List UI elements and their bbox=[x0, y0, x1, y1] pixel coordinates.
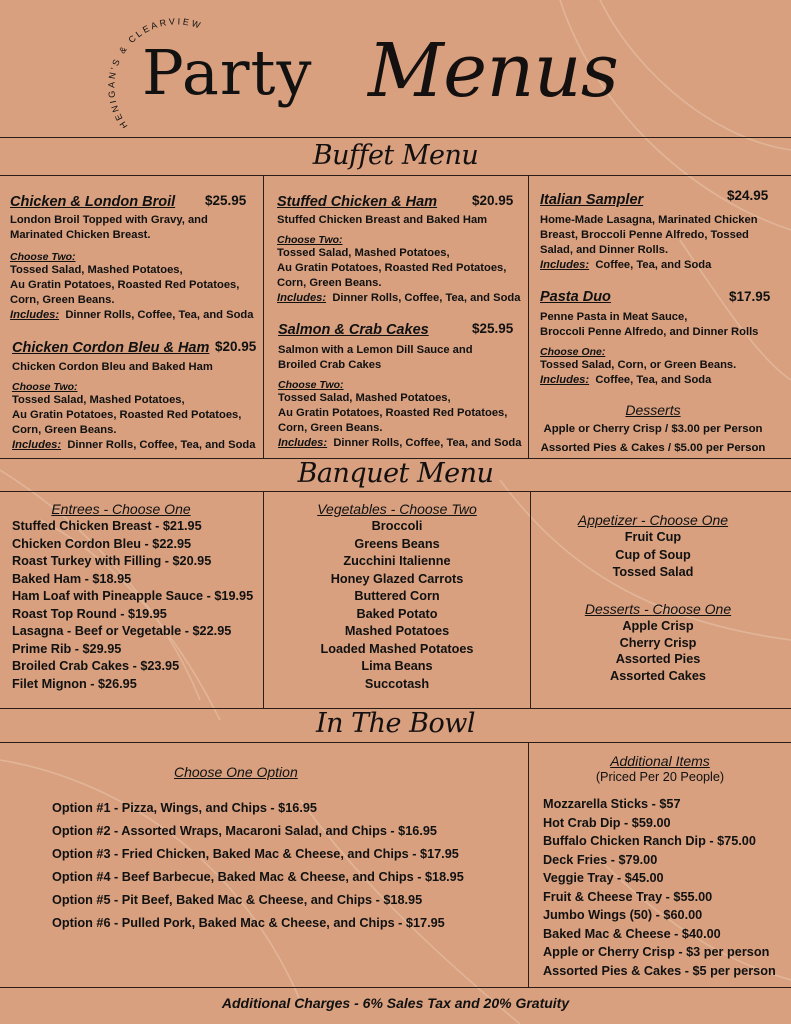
divider bbox=[0, 987, 791, 988]
additional-item: Baked Mac & Cheese - $40.00 bbox=[543, 926, 721, 941]
item-desc-line: Stuffed Chicken Breast and Baked Ham bbox=[277, 214, 488, 226]
additional-items-list bbox=[543, 795, 789, 980]
additional-item: Buffalo Chicken Ranch Dip - $75.00 bbox=[543, 834, 756, 848]
vegetable-item: Lima Beans bbox=[361, 659, 433, 673]
dessert-item: Assorted Pies bbox=[615, 652, 701, 666]
choose-line: Corn, Green Beans. bbox=[10, 294, 115, 306]
bowl-option: Option #4 - Beef Barbecue, Baked Mac & Cheese, and Chips - $18.95 bbox=[52, 870, 464, 884]
column-divider bbox=[528, 175, 529, 458]
bowl-option: Option #5 - Pit Beef, Baked Mac & Cheese, and Chips - $18.95 bbox=[52, 893, 423, 907]
entrees-heading: Entrees - Choose One bbox=[51, 501, 191, 517]
entree-item: Prime Rib - $29.95 bbox=[12, 641, 122, 656]
item-desc-line: Salad, and Dinner Rolls. bbox=[540, 244, 669, 256]
additional-subheading: (Priced Per 20 People) bbox=[595, 770, 725, 784]
column-divider bbox=[263, 175, 264, 458]
additional-item: Hot Crab Dip - $59.00 bbox=[543, 815, 671, 830]
includes-text: Dinner Rolls, Coffee, Tea, and Soda bbox=[332, 292, 521, 304]
choose-line: Au Gratin Potatoes, Roasted Red Potatoes, bbox=[12, 409, 242, 421]
choose-label: Choose Two: bbox=[277, 234, 343, 246]
choose-label: Choose One: bbox=[540, 346, 606, 358]
choose-line: Au Gratin Potatoes, Roasted Red Potatoes, bbox=[278, 407, 508, 419]
includes-text: Dinner Rolls, Coffee, Tea, and Soda bbox=[67, 439, 256, 451]
item-price: $20.95 bbox=[472, 193, 514, 208]
item-desc-line: Salmon with a Lemon Dill Sauce and bbox=[278, 344, 473, 356]
desserts-heading: Desserts bbox=[625, 402, 681, 418]
bowl-option: Option #1 - Pizza, Wings, and Chips - $16.95 bbox=[52, 801, 317, 815]
vegetable-item: Greens Beans bbox=[354, 536, 440, 551]
item-name: Italian Sampler bbox=[540, 192, 644, 208]
includes-label: Includes: bbox=[10, 309, 60, 321]
additional-item: Mozzarella Sticks - $57 bbox=[543, 797, 681, 811]
vegetable-item: Loaded Mashed Potatoes bbox=[320, 641, 474, 656]
additional-item: Jumbo Wings (50) - $60.00 bbox=[543, 908, 703, 922]
entree-item: Roast Turkey with Filling - $20.95 bbox=[12, 554, 212, 568]
item-price: $20.95 bbox=[215, 339, 257, 354]
choose-line: Tossed Salad, Mashed Potatoes, bbox=[278, 392, 451, 404]
additional-item: Apple or Cherry Crisp - $3 per person bbox=[543, 945, 770, 959]
item-price: $25.95 bbox=[205, 193, 247, 208]
dessert-line: Assorted Pies & Cakes / $5.00 per Person bbox=[540, 442, 766, 454]
entree-item: Roast Top Round - $19.95 bbox=[12, 606, 167, 621]
choose-label: Choose Two: bbox=[10, 251, 76, 263]
item-price: $17.95 bbox=[729, 289, 771, 304]
desserts-heading: Desserts - Choose One bbox=[584, 601, 732, 617]
includes-label: Includes: bbox=[278, 437, 328, 449]
entree-item: Broiled Crab Cakes - $23.95 bbox=[12, 659, 180, 673]
vegetable-item: Honey Glazed Carrots bbox=[330, 571, 464, 586]
vegetable-item: Zucchini Italienne bbox=[343, 554, 451, 568]
choose-line: Au Gratin Potatoes, Roasted Red Potatoes, bbox=[277, 262, 507, 274]
item-price: $25.95 bbox=[472, 321, 514, 336]
banquet-section-title: Banquet Menu bbox=[297, 458, 494, 489]
buffet-item bbox=[277, 193, 525, 306]
appetizer-item: Fruit Cup bbox=[624, 530, 682, 544]
vegetables-heading: Vegetables - Choose Two bbox=[317, 501, 477, 517]
additional-items-header bbox=[529, 753, 791, 784]
item-name: Pasta Duo bbox=[540, 289, 611, 305]
item-desc-line: Broiled Crab Cakes bbox=[278, 359, 382, 371]
dessert-line: Apple or Cherry Crisp / $3.00 per Person bbox=[543, 423, 763, 435]
vegetable-item: Succotash bbox=[364, 676, 430, 691]
choose-line: Tossed Salad, Corn, or Green Beans. bbox=[540, 359, 737, 371]
appetizer-heading: Appetizer - Choose One bbox=[577, 512, 729, 528]
divider bbox=[0, 137, 791, 138]
item-name: Chicken & London Broil bbox=[10, 194, 176, 210]
choose-line: Corn, Green Beans. bbox=[278, 422, 383, 434]
bowl-section-title: In The Bowl bbox=[316, 708, 475, 739]
buffet-item bbox=[10, 193, 260, 323]
vegetable-item: Buttered Corn bbox=[354, 589, 440, 603]
buffet-item bbox=[540, 288, 785, 388]
entree-item: Baked Ham - $18.95 bbox=[12, 571, 132, 586]
entree-item: Lasagna - Beef or Vegetable - $22.95 bbox=[12, 624, 232, 638]
vegetable-item: Mashed Potatoes bbox=[344, 624, 450, 638]
bowl-option: Option #3 - Fried Chicken, Baked Mac & Cheese, and Chips - $17.95 bbox=[52, 847, 459, 861]
vegetable-item: Baked Potato bbox=[356, 606, 438, 621]
includes-label: Includes: bbox=[277, 292, 327, 304]
buffet-desserts bbox=[530, 402, 776, 458]
banquet-vegetables bbox=[264, 501, 530, 693]
appetizer-item: Cup of Soup bbox=[615, 547, 691, 562]
choose-line: Corn, Green Beans. bbox=[277, 277, 382, 289]
choose-line: Tossed Salad, Mashed Potatoes, bbox=[277, 247, 450, 259]
entree-item: Chicken Cordon Bleu - $22.95 bbox=[12, 536, 192, 551]
choose-label: Choose Two: bbox=[278, 379, 344, 391]
banquet-entrees bbox=[12, 501, 262, 693]
item-desc-line: Chicken Cordon Bleu and Baked Ham bbox=[12, 361, 213, 373]
bowl-option: Option #6 - Pulled Pork, Baked Mac & Cheese, and Chips - $17.95 bbox=[52, 916, 445, 930]
vegetable-item: Broccoli bbox=[371, 519, 423, 533]
additional-heading: Additional Items bbox=[610, 753, 710, 769]
entree-item: Ham Loaf with Pineapple Sauce - $19.95 bbox=[12, 589, 254, 603]
includes-label: Includes: bbox=[540, 259, 590, 271]
item-desc-line: London Broil Topped with Gravy, and bbox=[10, 214, 208, 226]
item-desc-line: Breast, Broccoli Penne Alfredo, Tossed bbox=[540, 229, 749, 241]
choose-label: Choose Two: bbox=[12, 381, 78, 393]
entree-item: Filet Mignon - $26.95 bbox=[12, 676, 137, 691]
appetizer-item: Tossed Salad bbox=[612, 565, 694, 579]
buffet-item bbox=[540, 188, 785, 273]
entree-item: Stuffed Chicken Breast - $21.95 bbox=[12, 519, 202, 533]
bowl-options bbox=[52, 797, 522, 935]
item-price: $24.95 bbox=[727, 188, 769, 203]
banquet-desserts bbox=[531, 601, 785, 684]
additional-item: Fruit & Cheese Tray - $55.00 bbox=[543, 889, 713, 904]
buffet-section-title: Buffet Menu bbox=[312, 140, 479, 171]
title-menus: Menus bbox=[368, 28, 619, 114]
item-desc-line: Broccoli Penne Alfredo, and Dinner Rolls bbox=[540, 326, 759, 338]
includes-text: Dinner Rolls, Coffee, Tea, and Soda bbox=[333, 437, 522, 449]
entrees-list bbox=[12, 518, 262, 693]
item-name: Chicken Cordon Bleu & Ham bbox=[12, 340, 210, 356]
includes-label: Includes: bbox=[12, 439, 62, 451]
footer-charges: Additional Charges - 6% Sales Tax and 20% Gratuity bbox=[221, 995, 570, 1011]
choose-line: Tossed Salad, Mashed Potatoes, bbox=[12, 394, 185, 406]
divider bbox=[0, 742, 791, 743]
dessert-item: Apple Crisp bbox=[622, 619, 694, 633]
bowl-choose-heading: Choose One Option bbox=[174, 764, 298, 780]
additional-item: Assorted Pies & Cakes - $5 per person bbox=[543, 963, 776, 978]
additional-item: Veggie Tray - $45.00 bbox=[543, 871, 664, 885]
choose-line: Au Gratin Potatoes, Roasted Red Potatoes, bbox=[10, 279, 240, 291]
buffet-item bbox=[12, 339, 262, 453]
item-desc-line: Marinated Chicken Breast. bbox=[10, 229, 151, 241]
choose-line: Corn, Green Beans. bbox=[12, 424, 117, 436]
buffet-item bbox=[278, 321, 526, 451]
divider bbox=[0, 175, 791, 176]
additional-item: Deck Fries - $79.00 bbox=[543, 852, 658, 867]
choose-line: Tossed Salad, Mashed Potatoes, bbox=[10, 264, 183, 276]
divider bbox=[0, 491, 791, 492]
logo-text: HENIGAN'S & CLEARVIEW bbox=[106, 16, 204, 128]
includes-label: Includes: bbox=[540, 374, 590, 386]
banquet-appetizers bbox=[531, 512, 775, 582]
item-desc-line: Home-Made Lasagna, Marinated Chicken bbox=[540, 214, 758, 226]
bowl-option: Option #2 - Assorted Wraps, Macaroni Salad, and Chips - $16.95 bbox=[52, 824, 437, 838]
includes-text: Dinner Rolls, Coffee, Tea, and Soda bbox=[65, 309, 254, 321]
includes-text: Coffee, Tea, and Soda bbox=[595, 374, 712, 386]
title-party: Party bbox=[142, 36, 313, 109]
dessert-item: Assorted Cakes bbox=[610, 668, 706, 683]
item-name: Salmon & Crab Cakes bbox=[278, 322, 429, 338]
item-desc-line: Penne Pasta in Meat Sauce, bbox=[540, 311, 688, 323]
includes-text: Coffee, Tea, and Soda bbox=[595, 259, 712, 271]
item-name: Stuffed Chicken & Ham bbox=[277, 194, 438, 210]
dessert-item: Cherry Crisp bbox=[619, 635, 697, 650]
